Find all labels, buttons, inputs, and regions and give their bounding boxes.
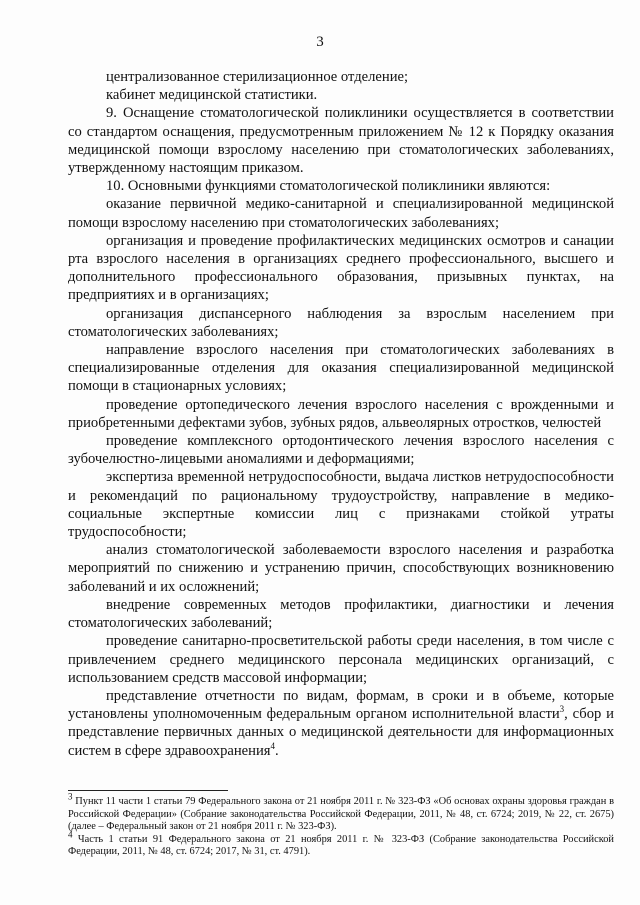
paragraph: оказание первичной медико-санитарной и специализированной медицинской помощи взрослому населению при стоматологических заболеваниях;: [68, 196, 614, 231]
paragraph: проведение санитарно-просветительской работы среди населения, в том числе с привлечением среднего медицинского персонала медицинских организаций, с использованием средств массовой информации;: [68, 633, 614, 686]
paragraph: централизованное стерилизационное отделение;: [106, 69, 409, 85]
footnote-mark: 3: [68, 791, 73, 802]
footnote-text: Пункт 11 части 1 статьи 79 Федерального закона от 21 ноября 2011 г. № 323-ФЗ «Об основах охраны здоровья граждан в Российской Федерации» (Собрание законодательства Российской Федерации, 2011, № 48, ст. 6724; 2019, № 22, ст. 2675) (далее – Федеральный закон от 21 ноября 2011 г. № 323-ФЗ).: [68, 796, 614, 833]
footnote-ref[interactable]: 3: [559, 704, 565, 715]
paragraph-text: , сбор и представление первичных данных о медицинской деятельности для информационных систем в сфере здравоохранения: [68, 706, 614, 759]
footnotes: [68, 791, 614, 859]
paragraph: кабинет медицинской статистики.: [106, 87, 318, 104]
paragraph-with-footnotes: [68, 687, 614, 760]
paragraph: экспертиза временной нетрудоспособности, выдача листков нетрудоспособности и рекомендаций по рациональному трудоустройству, направление в медико-социальные экспертные комиссии лиц с признаками стойкой утраты трудоспособности;: [68, 469, 614, 541]
paragraph: 9. Оснащение стоматологической поликлиники осуществляется в соответствии со стандартом оснащения, предусмотренным приложением № 12 к Порядку оказания медицинской помощи взрослому населению при стоматологических заболеваниях, утвержденному настоящим приказом.: [68, 105, 614, 177]
paragraph: организация и проведение профилактических медицинских осмотров и санации рта взрослого населения в организациях среднего профессионального, высшего и дополнительного профессионального образования, призывных пунктах, на предприятиях и в организациях;: [68, 232, 614, 304]
paragraph: 10. Основными функциями стоматологической поликлиники являются:: [106, 178, 551, 195]
footnote-ref[interactable]: 4: [270, 740, 275, 751]
footnote-mark: 4: [68, 829, 73, 840]
page-number: 3: [316, 34, 324, 50]
paragraph: анализ стоматологической заболеваемости взрослого населения и разработка мероприятий по снижению и устранению причин, способствующих возникновению заболеваний и их осложнений;: [68, 542, 614, 595]
paragraph: проведение комплексного ортодонтического лечения взрослого населения с зубочелюстно-лицевыми аномалиями и деформациями;: [68, 433, 614, 468]
paragraph-text: представление отчетности по видам, формам, в сроки и в объеме, которые установлены уполномоченным федеральным органом исполнительной власти: [68, 687, 614, 723]
footnote: [68, 791, 614, 834]
paragraph-text: .: [274, 742, 279, 759]
footnote-text: Часть 1 статьи 91 Федерального закона от 21 ноября 2011 г. № 323-ФЗ (Собрание законодательства Российской Федерации, 2011, № 48, ст. 6724; 2017, № 31, ст. 4791).: [68, 833, 614, 858]
paragraph: организация диспансерного наблюдения за взрослым населением при стоматологических заболеваниях;: [68, 305, 614, 340]
paragraph: внедрение современных методов профилактики, диагностики и лечения стоматологических заболеваний;: [68, 596, 614, 632]
paragraph: направление взрослого населения при стоматологических заболеваниях в специализированные отделения для оказания специализированной медицинской помощи в стационарных условиях;: [68, 342, 614, 395]
footnote-divider: [68, 790, 228, 791]
document-body: [68, 68, 614, 760]
paragraph: проведение ортопедического лечения взрослого населения с врожденными и приобретенными дефектами зубов, зубных рядов, альвеолярных отростков, челюстей: [68, 396, 614, 431]
footnote: [68, 829, 614, 859]
